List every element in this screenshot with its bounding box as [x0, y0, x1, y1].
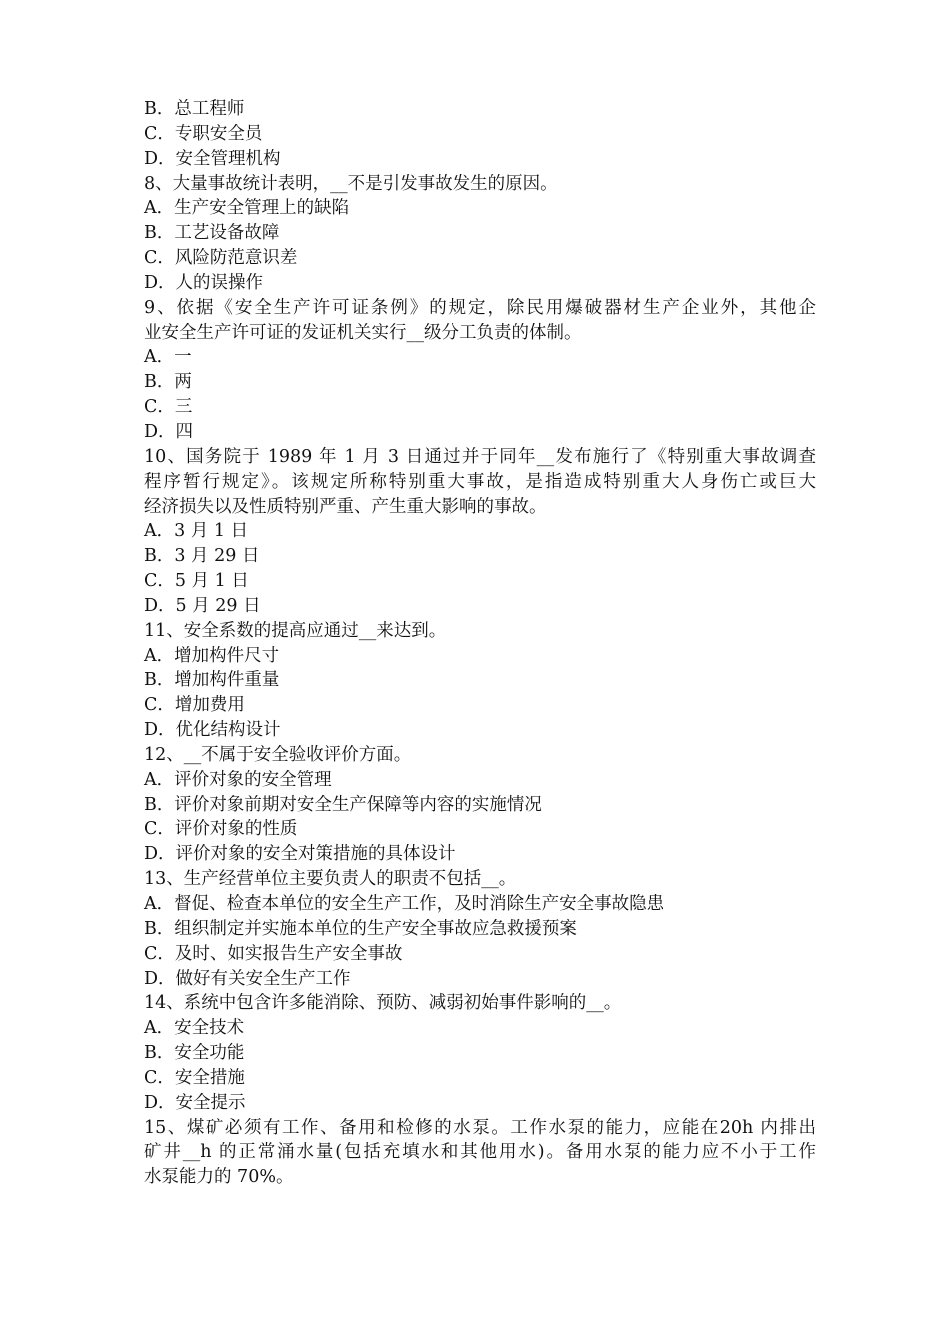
text-line: B．组织制定并实施本单位的生产安全事故应急救援预案 [144, 918, 577, 939]
text-line: 15、煤矿必须有工作、备用和检修的水泵。工作水泵的能力，应能在20h 内排出 [144, 1117, 816, 1138]
text-line: C．及时、如实报告生产安全事故 [144, 943, 403, 964]
text-line: 14、系统中包含许多能消除、预防、减弱初始事件影响的__。 [144, 993, 622, 1014]
text-line: 12、__不属于安全验收评价方面。 [144, 744, 412, 765]
text-line: 经济损失以及性质特别严重、产生重大影响的事故。 [144, 496, 547, 517]
text-line: D．评价对象的安全对策措施的具体设计 [144, 844, 456, 865]
text-line: A．增加构件尺寸 [144, 645, 280, 666]
text-line: A．安全技术 [144, 1018, 245, 1039]
text-line: 程序暂行规定》。该规定所称特别重大事故，是指造成特别重大人身伤亡或巨大 [144, 471, 816, 492]
text-line: C．三 [144, 397, 193, 418]
text-line: 水泵能力的 70%。 [144, 1167, 294, 1188]
text-line: 11、安全系数的提高应通过__来达到。 [144, 620, 447, 641]
text-line: D．优化结构设计 [144, 720, 281, 741]
text-line: D．人的误操作 [144, 272, 264, 293]
question-text-block [144, 97, 816, 1190]
text-line: D．5 月 29 日 [144, 595, 261, 616]
text-line: D．安全管理机构 [144, 148, 281, 169]
text-line: 10、国务院于 1989 年 1 月 3 日通过并于同年__发布施行了《特别重大事故调查 [144, 446, 816, 467]
text-line: B．总工程师 [144, 99, 245, 119]
text-line: B．评价对象前期对安全生产保障等内容的实施情况 [144, 794, 542, 815]
text-line: B．工艺设备故障 [144, 223, 280, 244]
text-line: D．安全提示 [144, 1092, 246, 1113]
text-line: A．生产安全管理上的缺陷 [144, 198, 350, 219]
text-line: B．增加构件重量 [144, 670, 280, 691]
text-line: C．增加费用 [144, 695, 245, 716]
text-line: B．3 月 29 日 [144, 546, 260, 567]
text-line: D．做好有关安全生产工作 [144, 968, 351, 989]
text-line: 13、生产经营单位主要负责人的职责不包括__。 [144, 869, 517, 890]
text-line: C．专职安全员 [144, 123, 263, 144]
text-line: B．两 [144, 372, 192, 393]
text-line: D．四 [144, 421, 194, 442]
text-line: A．评价对象的安全管理 [144, 769, 332, 790]
text-line: 8、大量事故统计表明，__不是引发事故发生的原因。 [144, 173, 558, 194]
text-line: C．安全措施 [144, 1067, 245, 1088]
text-line: A．督促、检查本单位的安全生产工作，及时消除生产安全事故隐患 [144, 894, 665, 914]
text-line: C．风险防范意识差 [144, 248, 298, 269]
text-line: C．5 月 1 日 [144, 571, 249, 592]
text-line: 矿井__h 的正常涌水量(包括充填水和其他用水)。备用水泵的能力应不小于工作 [144, 1142, 816, 1163]
text-line: A．3 月 1 日 [144, 521, 249, 542]
text-line: A．一 [144, 347, 192, 368]
text-line: 业安全生产许可证的发证机关实行__级分工负责的体制。 [144, 322, 582, 343]
text-line: 9、依据《安全生产许可证条例》的规定，除民用爆破器材生产企业外，其他企 [144, 297, 816, 318]
text-line: C．评价对象的性质 [144, 819, 298, 840]
text-line: B．安全功能 [144, 1043, 245, 1064]
